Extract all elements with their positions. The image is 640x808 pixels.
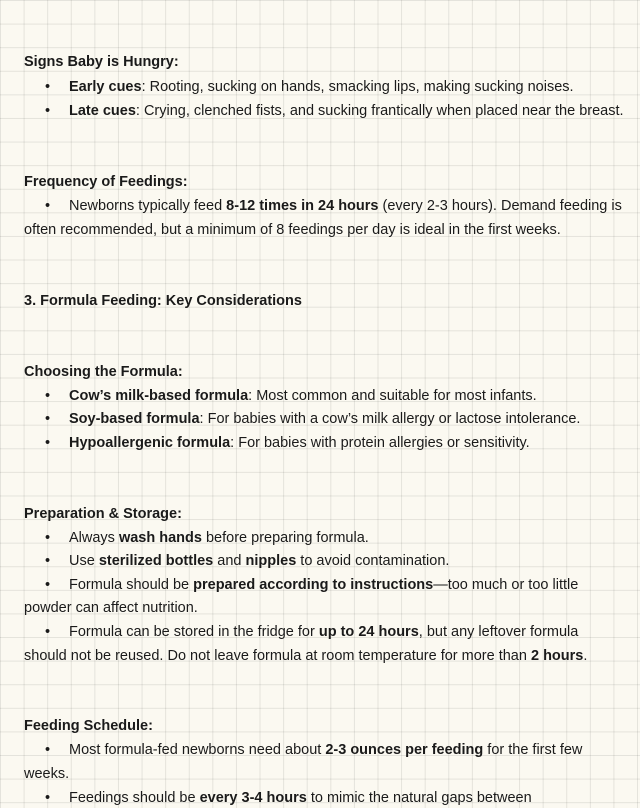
list-item-every-line1: Feedings should be every 3-4 hours to mimic the natural gaps between: [69, 790, 532, 806]
list-item-sterilized: Use sterilized bottles and nipples to avoid contamination.: [69, 553, 450, 569]
list-item-ounces-line2: weeks.: [24, 766, 70, 782]
list-item-hypoallergenic: Hypoallergenic formula: For babies with protein allergies or sensitivity.: [69, 435, 530, 451]
bullet: •: [45, 411, 51, 427]
list-item-stored-line2: should not be reused. Do not leave formula at room temperature for more than 2 hours.: [24, 648, 588, 664]
bullet: •: [45, 198, 51, 214]
list-item-late-cues: Late cues: Crying, clenched fists, and sucking frantically when placed near the breast.: [69, 103, 624, 119]
section-heading-hungry: Signs Baby is Hungry:: [24, 54, 179, 70]
list-item-prepared-line2: powder can affect nutrition.: [24, 600, 198, 616]
bullet: •: [45, 388, 51, 404]
bullet: •: [45, 790, 51, 806]
section-heading-formula-feeding: 3. Formula Feeding: Key Considerations: [24, 293, 302, 309]
section-heading-feeding-schedule: Feeding Schedule:: [24, 718, 153, 734]
bullet: •: [45, 577, 51, 593]
list-item-wash-hands: Always wash hands before preparing formula.: [69, 530, 369, 546]
section-heading-choosing-formula: Choosing the Formula:: [24, 364, 183, 380]
paragraph-frequency-line2: often recommended, but a minimum of 8 feedings per day is ideal in the first weeks.: [24, 222, 561, 238]
list-item-prepared-line1: Formula should be prepared according to instructions—too much or too little: [69, 577, 579, 593]
list-item-stored-line1: Formula can be stored in the fridge for up to 24 hours, but any leftover formula: [69, 624, 579, 640]
section-heading-preparation: Preparation & Storage:: [24, 506, 182, 522]
bullet: •: [45, 530, 51, 546]
list-item-early-cues: Early cues: Rooting, sucking on hands, smacking lips, making sucking noises.: [69, 79, 574, 95]
section-heading-frequency: Frequency of Feedings:: [24, 174, 188, 190]
bullet: •: [45, 553, 51, 569]
bullet: •: [45, 742, 51, 758]
paragraph-frequency-line1: Newborns typically feed 8-12 times in 24 hours (every 2-3 hours). Demand feeding is: [69, 198, 622, 214]
list-item-ounces-line1: Most formula-fed newborns need about 2-3 ounces per feeding for the first few: [69, 742, 583, 758]
bullet: •: [45, 79, 51, 95]
bullet: •: [45, 435, 51, 451]
list-item-cows-milk: Cow’s milk-based formula: Most common and suitable for most infants.: [69, 388, 537, 404]
bullet: •: [45, 103, 51, 119]
bullet: •: [45, 624, 51, 640]
list-item-soy: Soy-based formula: For babies with a cow’s milk allergy or lactose intolerance.: [69, 411, 581, 427]
